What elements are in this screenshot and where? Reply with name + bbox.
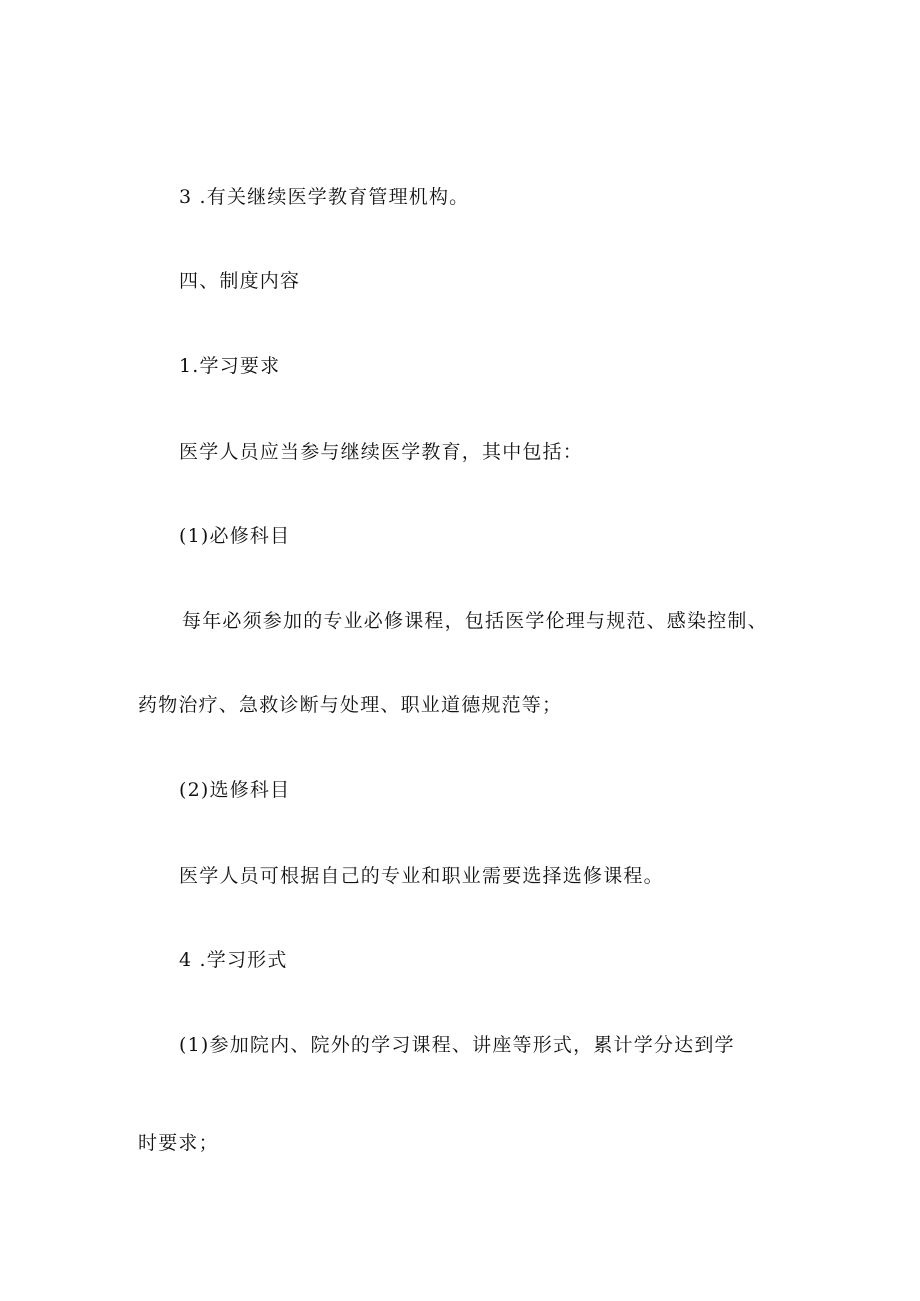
item-elective-subjects: (2)选修科目 [179,779,291,801]
item-required-subjects: (1)必修科目 [179,525,291,547]
subheading-study-requirements: 1.学习要求 [179,355,281,377]
paragraph-study-forms-line1: (1)参加院内、院外的学习课程、讲座等形式，累计学分达到学 [179,1034,735,1056]
paragraph-required-courses-line1: 每年必须参加的专业必修课程，包括医学伦理与规范、感染控制、 [182,610,768,632]
paragraph-study-forms-line2: 时要求； [138,1132,219,1154]
subheading-study-forms: 4 .学习形式 [179,949,288,971]
paragraph-required-courses-line2: 药物治疗、急救诊断与处理、职业道德规范等； [138,694,563,716]
paragraph-elective-courses: 医学人员可根据自己的专业和职业需要选择选修课程。 [179,865,664,887]
section-heading-system-content: 四、制度内容 [179,270,301,292]
paragraph-participation: 医学人员应当参与继续医学教育，其中包括： [179,441,584,463]
list-item-management-body: 3 .有关继续医学教育管理机构。 [179,186,470,208]
